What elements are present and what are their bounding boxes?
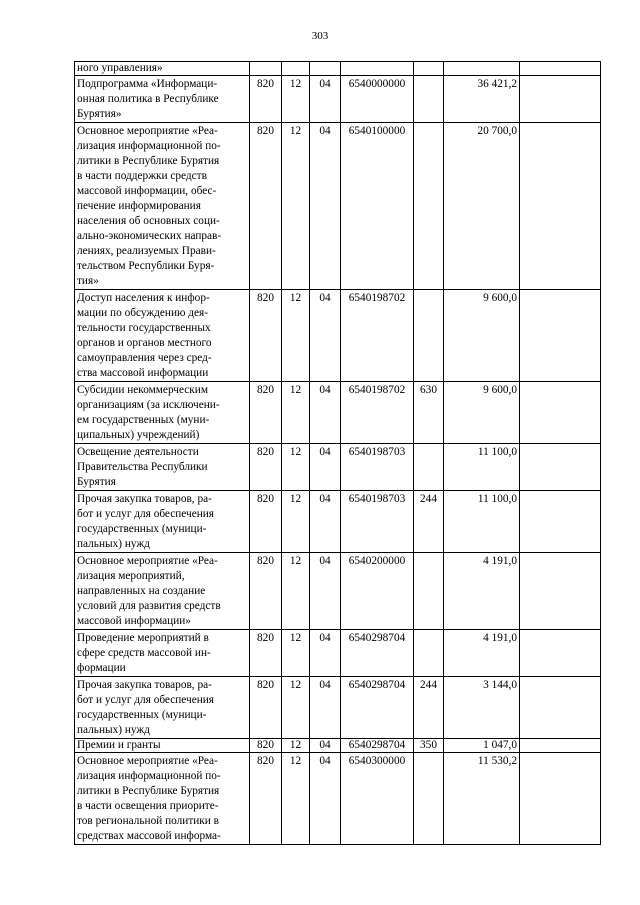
ministry-code-cell: 820 — [250, 290, 282, 382]
ministry-code-cell: 820 — [250, 630, 282, 677]
target-article-cell: 6540198702 — [341, 290, 414, 382]
amount-cell: 36 421,2 — [444, 76, 520, 123]
amount-cell — [444, 62, 520, 76]
row-name-cell: ного управления» — [75, 62, 250, 76]
extra-column-cell — [520, 677, 601, 739]
target-article-cell: 6540200000 — [341, 553, 414, 630]
ministry-code-cell: 820 — [250, 444, 282, 491]
ministry-code-cell: 820 — [250, 491, 282, 553]
section-code-cell: 12 — [282, 491, 310, 553]
extra-column-cell — [520, 739, 601, 753]
ministry-code-cell: 820 — [250, 753, 282, 845]
ministry-code-cell: 820 — [250, 76, 282, 123]
section-code-cell — [282, 62, 310, 76]
ministry-code-cell — [250, 62, 282, 76]
row-name-cell: Подпрограмма «Информаци- онная политика в Республике Бурятия» — [75, 76, 250, 123]
section-code-cell: 12 — [282, 290, 310, 382]
table-row — [75, 753, 601, 845]
subsection-code-cell: 04 — [310, 290, 341, 382]
extra-column-cell — [520, 630, 601, 677]
target-article-cell — [341, 62, 414, 76]
section-code-cell: 12 — [282, 123, 310, 290]
expense-type-cell — [414, 290, 444, 382]
target-article-cell: 6540298704 — [341, 630, 414, 677]
target-article-cell: 6540298704 — [341, 677, 414, 739]
section-code-cell: 12 — [282, 630, 310, 677]
subsection-code-cell — [310, 62, 341, 76]
subsection-code-cell: 04 — [310, 123, 341, 290]
target-article-cell: 6540298704 — [341, 739, 414, 753]
table-row — [75, 444, 601, 491]
table-row — [75, 76, 601, 123]
expense-type-cell — [414, 753, 444, 845]
extra-column-cell — [520, 382, 601, 444]
amount-cell: 4 191,0 — [444, 553, 520, 630]
page-number: 303 — [311, 30, 329, 42]
subsection-code-cell: 04 — [310, 739, 341, 753]
extra-column-cell — [520, 62, 601, 76]
expense-type-cell — [414, 444, 444, 491]
subsection-code-cell: 04 — [310, 382, 341, 444]
extra-column-cell — [520, 753, 601, 845]
table-row — [75, 382, 601, 444]
amount-cell: 20 700,0 — [444, 123, 520, 290]
target-article-cell: 6540198703 — [341, 444, 414, 491]
table-row — [75, 630, 601, 677]
ministry-code-cell: 820 — [250, 739, 282, 753]
ministry-code-cell: 820 — [250, 677, 282, 739]
ministry-code-cell: 820 — [250, 123, 282, 290]
expense-type-cell: 630 — [414, 382, 444, 444]
row-name-cell: Премии и гранты — [75, 739, 250, 753]
section-code-cell: 12 — [282, 76, 310, 123]
expense-type-cell: 350 — [414, 739, 444, 753]
table-row — [75, 553, 601, 630]
row-name-cell: Освещение деятельности Правительства Республики Бурятия — [75, 444, 250, 491]
amount-cell: 11 100,0 — [444, 444, 520, 491]
expense-type-cell — [414, 62, 444, 76]
table-body — [75, 62, 601, 845]
amount-cell: 4 191,0 — [444, 630, 520, 677]
section-code-cell: 12 — [282, 753, 310, 845]
target-article-cell: 6540300000 — [341, 753, 414, 845]
budget-table — [74, 61, 601, 845]
table-row — [75, 491, 601, 553]
expense-type-cell — [414, 553, 444, 630]
target-article-cell: 6540198702 — [341, 382, 414, 444]
extra-column-cell — [520, 491, 601, 553]
table-row — [75, 290, 601, 382]
target-article-cell: 6540100000 — [341, 123, 414, 290]
section-code-cell: 12 — [282, 677, 310, 739]
row-name-cell: Доступ населения к инфор- мации по обсуждению дея- тельности государственных органов и органов местного самоуправления через сред- ства массовой информации — [75, 290, 250, 382]
row-name-cell: Прочая закупка товаров, ра- бот и услуг для обеспечения государственных (муници- пальных) нужд — [75, 491, 250, 553]
amount-cell: 11 100,0 — [444, 491, 520, 553]
subsection-code-cell: 04 — [310, 76, 341, 123]
expense-type-cell — [414, 630, 444, 677]
subsection-code-cell: 04 — [310, 491, 341, 553]
amount-cell: 9 600,0 — [444, 290, 520, 382]
subsection-code-cell: 04 — [310, 630, 341, 677]
expense-type-cell: 244 — [414, 491, 444, 553]
row-name-cell: Субсидии некоммерческим организациям (за исключени- ем государственных (муни- ципальных) учреждений) — [75, 382, 250, 444]
table-row — [75, 677, 601, 739]
extra-column-cell — [520, 553, 601, 630]
section-code-cell: 12 — [282, 553, 310, 630]
row-name-cell: Прочая закупка товаров, ра- бот и услуг для обеспечения государственных (муници- пальных) нужд — [75, 677, 250, 739]
row-name-cell: Основное мероприятие «Реа- лизация мероприятий, направленных на создание условий для развития средств массовой информации» — [75, 553, 250, 630]
section-code-cell: 12 — [282, 382, 310, 444]
amount-cell: 9 600,0 — [444, 382, 520, 444]
subsection-code-cell: 04 — [310, 677, 341, 739]
row-name-cell: Основное мероприятие «Реа- лизация информационной по- литики в Республике Бурятия в части поддержки средств массовой информации, обес- печение информирования населения об основных соци- ально-экономических направ- лениях, реализуемых Прави- тельством Республики Буря- тия» — [75, 123, 250, 290]
expense-type-cell — [414, 123, 444, 290]
row-name-cell: Основное мероприятие «Реа- лизация информационной по- литики в Республике Бурятия в части освещения приорите- тов региональной политики в средствах массовой информа- — [75, 753, 250, 845]
subsection-code-cell: 04 — [310, 444, 341, 491]
ministry-code-cell: 820 — [250, 553, 282, 630]
table-row — [75, 739, 601, 753]
amount-cell: 1 047,0 — [444, 739, 520, 753]
ministry-code-cell: 820 — [250, 382, 282, 444]
row-name-cell: Проведение мероприятий в сфере средств массовой ин- формации — [75, 630, 250, 677]
subsection-code-cell: 04 — [310, 753, 341, 845]
section-code-cell: 12 — [282, 739, 310, 753]
section-code-cell: 12 — [282, 444, 310, 491]
target-article-cell: 6540000000 — [341, 76, 414, 123]
table-row — [75, 62, 601, 76]
table-row — [75, 123, 601, 290]
extra-column-cell — [520, 290, 601, 382]
extra-column-cell — [520, 444, 601, 491]
extra-column-cell — [520, 123, 601, 290]
extra-column-cell — [520, 76, 601, 123]
amount-cell: 11 530,2 — [444, 753, 520, 845]
expense-type-cell — [414, 76, 444, 123]
subsection-code-cell: 04 — [310, 553, 341, 630]
target-article-cell: 6540198703 — [341, 491, 414, 553]
expense-type-cell: 244 — [414, 677, 444, 739]
amount-cell: 3 144,0 — [444, 677, 520, 739]
